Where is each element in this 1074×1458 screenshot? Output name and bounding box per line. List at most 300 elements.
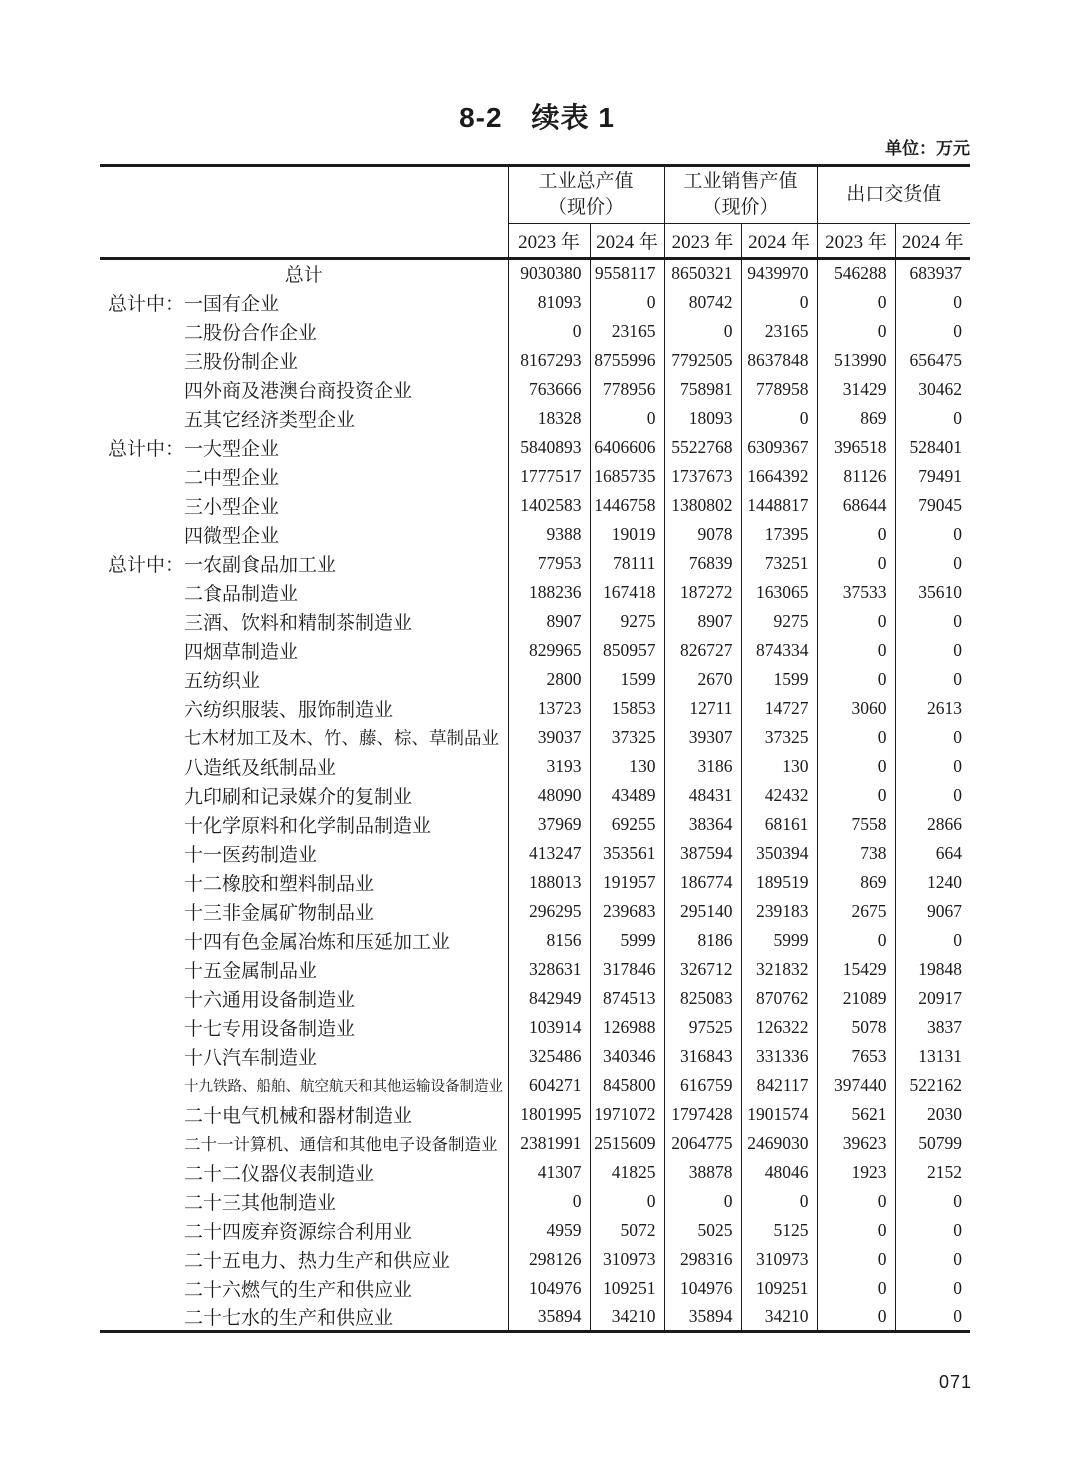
row-label	[100, 665, 508, 694]
row-label-text: 四烟草制造业	[184, 641, 299, 663]
row-label	[100, 781, 508, 810]
row-label	[100, 752, 508, 781]
value-cell: 14727	[741, 694, 817, 723]
value-cell: 656475	[895, 346, 970, 375]
row-label-text: 二食品制造业	[184, 583, 299, 605]
value-cell: 20917	[895, 984, 970, 1013]
value-cell: 0	[817, 520, 895, 549]
value-cell: 0	[508, 1187, 590, 1216]
row-label-text: 二股份合作企业	[184, 322, 318, 344]
value-cell: 5522768	[664, 433, 741, 462]
value-cell: 68644	[817, 491, 895, 520]
column-group-export-delivery	[817, 166, 970, 224]
value-cell: 2800	[508, 665, 590, 694]
value-cell: 0	[817, 1274, 895, 1303]
value-cell: 103914	[508, 1013, 590, 1042]
table-row	[100, 1013, 970, 1042]
value-cell: 35894	[664, 1303, 741, 1332]
row-label	[100, 288, 508, 317]
value-cell: 310973	[741, 1245, 817, 1274]
value-cell: 0	[895, 520, 970, 549]
value-cell: 738	[817, 839, 895, 868]
value-cell: 1446758	[590, 491, 664, 520]
table-row	[100, 752, 970, 781]
value-cell: 0	[895, 288, 970, 317]
value-cell: 41307	[508, 1158, 590, 1187]
table-row	[100, 781, 970, 810]
row-label-text: 十九铁路、船舶、航空航天和其他运输设备制造业	[184, 1079, 503, 1095]
value-cell: 42432	[741, 781, 817, 810]
value-cell: 2152	[895, 1158, 970, 1187]
value-cell: 188236	[508, 578, 590, 607]
value-cell: 9439970	[741, 259, 817, 288]
value-cell: 0	[817, 1245, 895, 1274]
value-cell: 130	[590, 752, 664, 781]
value-cell: 0	[817, 752, 895, 781]
value-cell: 48431	[664, 781, 741, 810]
value-cell: 13131	[895, 1042, 970, 1071]
value-cell: 0	[895, 549, 970, 578]
value-cell: 0	[508, 317, 590, 346]
row-label-text: 三酒、饮料和精制茶制造业	[184, 612, 413, 634]
value-cell: 0	[817, 317, 895, 346]
value-cell: 187272	[664, 578, 741, 607]
value-cell: 826727	[664, 636, 741, 665]
value-cell: 188013	[508, 868, 590, 897]
value-cell: 9275	[590, 607, 664, 636]
row-label-text: 十五金属制品业	[184, 960, 318, 982]
value-cell: 1777517	[508, 462, 590, 491]
row-label-text: 十三非金属矿物制品业	[184, 902, 375, 924]
value-cell: 0	[817, 926, 895, 955]
value-cell: 2469030	[741, 1129, 817, 1158]
table-row	[100, 1245, 970, 1274]
row-label	[100, 1303, 508, 1332]
value-cell: 1923	[817, 1158, 895, 1187]
value-cell: 397440	[817, 1071, 895, 1100]
value-cell: 5125	[741, 1216, 817, 1245]
value-cell: 0	[817, 288, 895, 317]
row-label-text: 三小型企业	[184, 496, 280, 518]
row-label	[100, 1071, 508, 1100]
value-cell: 0	[895, 404, 970, 433]
value-cell: 522162	[895, 1071, 970, 1100]
value-cell: 13723	[508, 694, 590, 723]
row-label	[100, 607, 508, 636]
value-cell: 350394	[741, 839, 817, 868]
value-cell: 0	[817, 636, 895, 665]
table-row	[100, 1187, 970, 1216]
value-cell: 296295	[508, 897, 590, 926]
value-cell: 8907	[664, 607, 741, 636]
value-cell: 81126	[817, 462, 895, 491]
value-cell: 778956	[590, 375, 664, 404]
value-cell: 39037	[508, 723, 590, 752]
value-cell: 683937	[895, 259, 970, 288]
value-cell: 15853	[590, 694, 664, 723]
value-cell: 7792505	[664, 346, 741, 375]
value-cell: 778958	[741, 375, 817, 404]
row-label	[100, 868, 508, 897]
value-cell: 0	[817, 781, 895, 810]
row-label	[100, 1216, 508, 1245]
value-cell: 186774	[664, 868, 741, 897]
row-label	[100, 1042, 508, 1071]
table-header	[100, 166, 970, 259]
value-cell: 2381991	[508, 1129, 590, 1158]
value-cell: 5078	[817, 1013, 895, 1042]
row-label-text: 三股份制企业	[184, 351, 299, 373]
value-cell: 413247	[508, 839, 590, 868]
value-cell: 0	[895, 1187, 970, 1216]
table-body	[100, 259, 970, 1332]
table-row	[100, 984, 970, 1013]
value-cell: 19019	[590, 520, 664, 549]
value-cell: 0	[817, 665, 895, 694]
row-label-text: 十八汽车制造业	[184, 1047, 318, 1069]
value-cell: 35610	[895, 578, 970, 607]
value-cell: 97525	[664, 1013, 741, 1042]
row-label-text: 十六通用设备制造业	[184, 989, 356, 1011]
value-cell: 9067	[895, 897, 970, 926]
table-row	[100, 1100, 970, 1129]
value-cell: 842949	[508, 984, 590, 1013]
value-cell: 0	[664, 317, 741, 346]
value-cell: 0	[895, 723, 970, 752]
table-row	[100, 1158, 970, 1187]
value-cell: 191957	[590, 868, 664, 897]
row-label-text: 五其它经济类型企业	[184, 409, 356, 431]
table-row	[100, 462, 970, 491]
value-cell: 8186	[664, 926, 741, 955]
row-label-text: 二十二仪器仪表制造业	[184, 1163, 375, 1185]
table-corner-cell	[100, 166, 508, 259]
value-cell: 126322	[741, 1013, 817, 1042]
year-header: 2024 年	[895, 224, 970, 259]
value-cell: 1664392	[741, 462, 817, 491]
table-row	[100, 259, 970, 288]
value-cell: 1599	[741, 665, 817, 694]
table-row	[100, 665, 970, 694]
row-prefix: 总计中：	[108, 554, 185, 576]
table-row	[100, 433, 970, 462]
row-label-text: 八造纸及纸制品业	[184, 757, 337, 779]
value-cell: 6406606	[590, 433, 664, 462]
value-cell: 68161	[741, 810, 817, 839]
row-label-text: 五纺织业	[184, 670, 261, 692]
value-cell: 30462	[895, 375, 970, 404]
table-row	[100, 1274, 970, 1303]
value-cell: 34210	[741, 1303, 817, 1332]
value-cell: 0	[895, 1245, 970, 1274]
value-cell: 0	[817, 549, 895, 578]
value-cell: 298316	[664, 1245, 741, 1274]
year-header: 2023 年	[817, 224, 895, 259]
value-cell: 2515609	[590, 1129, 664, 1158]
table-row	[100, 955, 970, 984]
row-label	[100, 839, 508, 868]
value-cell: 0	[895, 665, 970, 694]
row-label	[100, 491, 508, 520]
value-cell: 48046	[741, 1158, 817, 1187]
row-label	[100, 1245, 508, 1274]
row-label-text: 十化学原料和化学制品制造业	[184, 815, 432, 837]
value-cell: 23165	[741, 317, 817, 346]
value-cell: 5999	[590, 926, 664, 955]
row-label	[100, 578, 508, 607]
value-cell: 869	[817, 868, 895, 897]
value-cell: 331336	[741, 1042, 817, 1071]
value-cell: 0	[664, 1187, 741, 1216]
value-cell: 0	[895, 752, 970, 781]
value-cell: 874513	[590, 984, 664, 1013]
value-cell: 6309367	[741, 433, 817, 462]
value-cell: 763666	[508, 375, 590, 404]
table-row	[100, 288, 970, 317]
value-cell: 41825	[590, 1158, 664, 1187]
value-cell: 73251	[741, 549, 817, 578]
row-label-text: 一国有企业	[184, 293, 280, 315]
row-label-text: 九印刷和记录媒介的复制业	[184, 786, 413, 808]
table-row	[100, 375, 970, 404]
value-cell: 0	[817, 1187, 895, 1216]
value-cell: 39623	[817, 1129, 895, 1158]
value-cell: 2064775	[664, 1129, 741, 1158]
value-cell: 326712	[664, 955, 741, 984]
value-cell: 0	[895, 1216, 970, 1245]
row-label	[100, 1129, 508, 1158]
column-group-line1: 出口交货值	[846, 184, 942, 206]
row-label-text: 总计	[284, 265, 323, 287]
row-label	[100, 549, 508, 578]
value-cell: 12711	[664, 694, 741, 723]
row-label-text: 二十七水的生产和供应业	[184, 1307, 394, 1329]
value-cell: 0	[590, 404, 664, 433]
value-cell: 9078	[664, 520, 741, 549]
value-cell: 1402583	[508, 491, 590, 520]
row-label	[100, 1013, 508, 1042]
value-cell: 163065	[741, 578, 817, 607]
value-cell: 37969	[508, 810, 590, 839]
value-cell: 5840893	[508, 433, 590, 462]
row-label	[100, 1187, 508, 1216]
column-group-line1: 工业总产值	[538, 171, 634, 193]
table-row	[100, 549, 970, 578]
group-header-row	[100, 166, 970, 224]
value-cell: 513990	[817, 346, 895, 375]
value-cell: 38364	[664, 810, 741, 839]
value-cell: 295140	[664, 897, 741, 926]
value-cell: 604271	[508, 1071, 590, 1100]
value-cell: 18328	[508, 404, 590, 433]
table-row	[100, 1303, 970, 1332]
value-cell: 0	[741, 404, 817, 433]
value-cell: 664	[895, 839, 970, 868]
row-label	[100, 984, 508, 1013]
row-label	[100, 520, 508, 549]
value-cell: 1380802	[664, 491, 741, 520]
value-cell: 2670	[664, 665, 741, 694]
column-group-line2: （现价）	[548, 197, 625, 218]
row-label	[100, 1274, 508, 1303]
value-cell: 0	[817, 1303, 895, 1332]
table-row	[100, 839, 970, 868]
value-cell: 845800	[590, 1071, 664, 1100]
value-cell: 1685735	[590, 462, 664, 491]
value-cell: 298126	[508, 1245, 590, 1274]
row-label	[100, 404, 508, 433]
value-cell: 0	[590, 288, 664, 317]
table-row	[100, 607, 970, 636]
value-cell: 1901574	[741, 1100, 817, 1129]
value-cell: 325486	[508, 1042, 590, 1071]
value-cell: 1797428	[664, 1100, 741, 1129]
value-cell: 1737673	[664, 462, 741, 491]
row-prefix: 总计中：	[108, 438, 185, 460]
value-cell: 387594	[664, 839, 741, 868]
page-title: 8-2 续表 1	[459, 102, 615, 133]
row-label	[100, 1158, 508, 1187]
value-cell: 239183	[741, 897, 817, 926]
value-cell: 3060	[817, 694, 895, 723]
row-label-text: 七木材加工及木、竹、藤、棕、草制品业	[184, 727, 499, 748]
table-row	[100, 520, 970, 549]
value-cell: 8650321	[664, 259, 741, 288]
value-cell: 5025	[664, 1216, 741, 1245]
value-cell: 0	[895, 926, 970, 955]
row-label	[100, 897, 508, 926]
year-header: 2024 年	[590, 224, 664, 259]
value-cell: 1801995	[508, 1100, 590, 1129]
value-cell: 3186	[664, 752, 741, 781]
value-cell: 869	[817, 404, 895, 433]
table-row	[100, 926, 970, 955]
value-cell: 321832	[741, 955, 817, 984]
value-cell: 17395	[741, 520, 817, 549]
page-number: 071	[938, 1372, 972, 1392]
table-row	[100, 346, 970, 375]
value-cell: 8637848	[741, 346, 817, 375]
value-cell: 0	[817, 723, 895, 752]
column-group-line1: 工业销售产值	[683, 171, 798, 193]
table-row	[100, 317, 970, 346]
value-cell: 189519	[741, 868, 817, 897]
row-label	[100, 433, 508, 462]
value-cell: 0	[817, 607, 895, 636]
value-cell: 2866	[895, 810, 970, 839]
value-cell: 396518	[817, 433, 895, 462]
value-cell: 1971072	[590, 1100, 664, 1129]
table-row	[100, 404, 970, 433]
value-cell: 0	[817, 1216, 895, 1245]
value-cell: 76839	[664, 549, 741, 578]
value-cell: 0	[895, 607, 970, 636]
row-label-text: 二十一计算机、通信和其他电子设备制造业	[184, 1135, 498, 1154]
value-cell: 1599	[590, 665, 664, 694]
value-cell: 109251	[590, 1274, 664, 1303]
row-label	[100, 694, 508, 723]
value-cell: 0	[895, 1274, 970, 1303]
value-cell: 2613	[895, 694, 970, 723]
value-cell: 5072	[590, 1216, 664, 1245]
value-cell: 310973	[590, 1245, 664, 1274]
value-cell: 35894	[508, 1303, 590, 1332]
column-group-gross-output	[508, 166, 664, 224]
row-label-text: 二中型企业	[184, 467, 280, 489]
value-cell: 37533	[817, 578, 895, 607]
value-cell: 616759	[664, 1071, 741, 1100]
value-cell: 79491	[895, 462, 970, 491]
value-cell: 8156	[508, 926, 590, 955]
table-row	[100, 1129, 970, 1158]
row-label	[100, 317, 508, 346]
value-cell: 758981	[664, 375, 741, 404]
statistics-table-wrap	[100, 164, 970, 1333]
row-label	[100, 259, 508, 288]
row-label-text: 四外商及港澳台商投资企业	[184, 380, 413, 402]
value-cell: 5999	[741, 926, 817, 955]
value-cell: 3193	[508, 752, 590, 781]
value-cell: 78111	[590, 549, 664, 578]
value-cell: 0	[895, 317, 970, 346]
value-cell: 38878	[664, 1158, 741, 1187]
value-cell: 104976	[508, 1274, 590, 1303]
row-label	[100, 926, 508, 955]
value-cell: 69255	[590, 810, 664, 839]
value-cell: 0	[741, 288, 817, 317]
table-row	[100, 897, 970, 926]
value-cell: 2030	[895, 1100, 970, 1129]
unit-label: 单位：万元	[885, 139, 970, 158]
row-label-text: 十二橡胶和塑料制品业	[184, 873, 375, 895]
value-cell: 328631	[508, 955, 590, 984]
value-cell: 39307	[664, 723, 741, 752]
table-row	[100, 810, 970, 839]
value-cell: 874334	[741, 636, 817, 665]
value-cell: 825083	[664, 984, 741, 1013]
row-label-text: 二十六燃气的生产和供应业	[184, 1279, 413, 1301]
value-cell: 109251	[741, 1274, 817, 1303]
value-cell: 2675	[817, 897, 895, 926]
row-label	[100, 1100, 508, 1129]
value-cell: 0	[895, 781, 970, 810]
row-label	[100, 636, 508, 665]
value-cell: 0	[895, 636, 970, 665]
row-label	[100, 810, 508, 839]
row-label-text: 二十四废弃资源综合利用业	[184, 1221, 413, 1243]
value-cell: 316843	[664, 1042, 741, 1071]
row-label-text: 十一医药制造业	[184, 844, 318, 866]
column-group-sales-output	[664, 166, 817, 224]
row-label	[100, 462, 508, 491]
table-row	[100, 1216, 970, 1245]
value-cell: 37325	[741, 723, 817, 752]
value-cell: 81093	[508, 288, 590, 317]
value-cell: 0	[590, 1187, 664, 1216]
value-cell: 0	[741, 1187, 817, 1216]
table-row	[100, 723, 970, 752]
row-label-text: 一农副食品加工业	[184, 554, 337, 576]
value-cell: 18093	[664, 404, 741, 433]
value-cell: 37325	[590, 723, 664, 752]
value-cell: 7653	[817, 1042, 895, 1071]
value-cell: 43489	[590, 781, 664, 810]
value-cell: 167418	[590, 578, 664, 607]
table-row	[100, 1042, 970, 1071]
value-cell: 34210	[590, 1303, 664, 1332]
row-label-text: 十七专用设备制造业	[184, 1018, 356, 1040]
value-cell: 3837	[895, 1013, 970, 1042]
